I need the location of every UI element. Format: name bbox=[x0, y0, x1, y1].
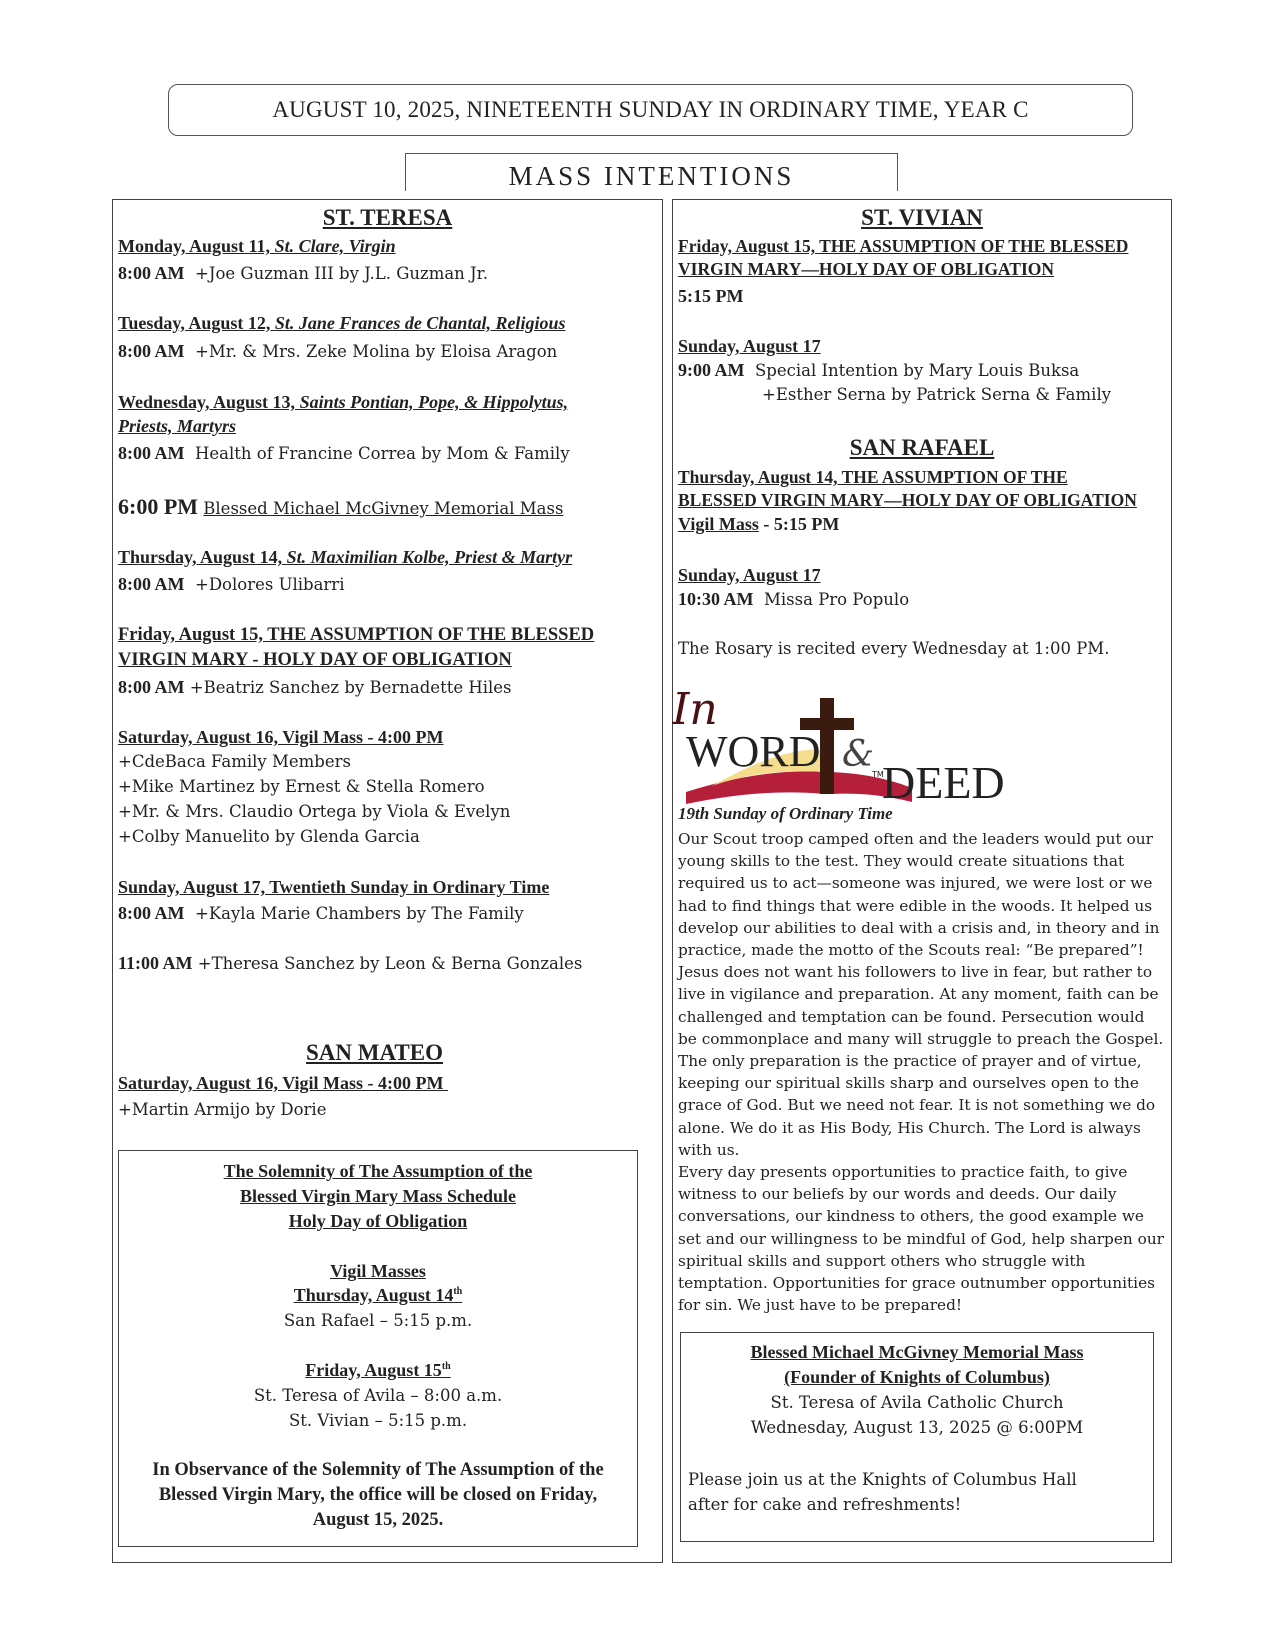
mass-time: 8:00 AM bbox=[118, 903, 185, 923]
logo-deed-text: DEED bbox=[882, 757, 1005, 806]
assumption-title-1: The Solemnity of The Assumption of the bbox=[223, 1161, 533, 1181]
friday-date-text: Friday, August 15 bbox=[305, 1360, 442, 1380]
friday-mass-2: St. Vivian – 5:15 p.m. bbox=[288, 1411, 468, 1430]
office-closed-note-1: In Observance of the Solemnity of The Assumption of the bbox=[152, 1460, 604, 1480]
vivian-sunday-entry bbox=[678, 360, 1079, 381]
wednesday-saint-cont: Priests, Martyrs bbox=[118, 416, 237, 436]
mass-time: 5:15 PM bbox=[678, 286, 744, 306]
friday-entry bbox=[118, 677, 512, 698]
san-rafael-heading: SAN RAFAEL bbox=[849, 435, 995, 460]
saturday-intention: +Colby Manuelito by Glenda Garcia bbox=[118, 827, 420, 846]
friday-heading-cont: VIRGIN MARY - HOLY DAY OF OBLIGATION bbox=[118, 650, 512, 670]
ordinal-suffix: th bbox=[441, 1361, 451, 1372]
vigil-thursday-date bbox=[118, 1285, 638, 1306]
in-word-and-deed-logo bbox=[672, 676, 1032, 806]
vivian-friday-heading: Friday, August 15, THE ASSUMPTION OF THE BLESSED bbox=[678, 236, 1129, 256]
wednesday-pm-entry bbox=[118, 494, 563, 520]
mcgivney-title-1: Blessed Michael McGivney Memorial Mass bbox=[750, 1342, 1084, 1362]
vivian-friday-entry bbox=[678, 286, 743, 307]
rafael-sunday-heading: Sunday, August 17 bbox=[678, 565, 821, 585]
friday-heading: Friday, August 15, THE ASSUMPTION OF THE BLESSED bbox=[118, 625, 595, 645]
san-mateo-saturday-heading: Saturday, August 16, Vigil Mass - 4:00 PM bbox=[118, 1073, 449, 1093]
rafael-sunday-entry bbox=[678, 589, 909, 610]
thursday-saint: St. Maximilian Kolbe, Priest & Martyr bbox=[286, 547, 573, 567]
monday-saint: St. Clare, Virgin bbox=[274, 236, 396, 256]
tuesday-saint: St. Jane Frances de Chantal, Religious bbox=[274, 313, 566, 333]
tuesday-entry bbox=[118, 341, 557, 362]
mass-time: 8:00 AM bbox=[118, 263, 185, 283]
banner-text: AUGUST 10, 2025, NINETEENTH SUNDAY IN ORDINARY TIME, YEAR C bbox=[272, 97, 1029, 122]
wednesday-saint: Saints Pontian, Pope, & Hippolytus, bbox=[299, 392, 569, 412]
saturday-intention: +Mike Martinez by Ernest & Stella Romero bbox=[118, 777, 485, 796]
mcgivney-date: Wednesday, August 13, 2025 @ 6:00PM bbox=[750, 1418, 1084, 1437]
thursday-date: Thursday, August 14 bbox=[293, 1285, 454, 1305]
assumption-title-2: Blessed Virgin Mary Mass Schedule bbox=[239, 1186, 516, 1206]
cross-vertical-icon bbox=[820, 698, 834, 794]
mass-time: 6:00 PM bbox=[118, 494, 199, 519]
assumption-title-3: Holy Day of Obligation bbox=[288, 1211, 468, 1231]
st-teresa-heading: ST. TERESA bbox=[322, 205, 453, 230]
logo-trademark: TM bbox=[872, 770, 884, 779]
bulletin-date-banner bbox=[168, 84, 1133, 136]
office-closed-note-2: Blessed Virgin Mary, the office will be closed on Friday, bbox=[158, 1485, 598, 1505]
mass-intention: +Dolores Ulibarri bbox=[195, 575, 345, 594]
friday-date bbox=[118, 1360, 638, 1381]
san-mateo-heading: SAN MATEO bbox=[306, 1040, 443, 1065]
monday-entry bbox=[118, 263, 488, 284]
wednesday-entry bbox=[118, 443, 570, 464]
reflection-paragraph: Our Scout troop camped often and the leaders would put our young skills to the test. They would create situations that required us to act—someone was injured, we were lost or we had to find things that were edible in the woods. It helped us develop our abilities to deal with a crisis and, in theory and in practice, made the motto of the Scouts real: “Be prepared”! bbox=[678, 830, 1160, 960]
thursday-entry bbox=[118, 574, 344, 595]
mass-intention: +Joe Guzman III by J.L. Guzman Jr. bbox=[195, 264, 488, 283]
mass-time: 9:00 AM bbox=[678, 360, 745, 380]
reflection-paragraph: Every day presents opportunities to practice faith, to give witness to our beliefs by our words and deeds. Our daily conversations, our kindness to others, the good example we set and our willingness to be mindful of God, help sharpen our spiritual skills and support others who struggle with temptation. Opportunities for grace outnumber opportunities for sin. We just have to be prepared! bbox=[678, 1163, 1164, 1315]
reflection-heading: 19th Sunday of Ordinary Time bbox=[678, 804, 893, 823]
mcgivney-church: St. Teresa of Avila Catholic Church bbox=[770, 1393, 1064, 1412]
vivian-sunday-heading: Sunday, August 17 bbox=[678, 336, 821, 356]
tuesday-date: Tuesday, August 12, bbox=[118, 313, 275, 333]
sunday-entry-2 bbox=[118, 953, 582, 974]
vivian-friday-heading-cont: VIRGIN MARY—HOLY DAY OF OBLIGATION bbox=[678, 259, 1055, 279]
mass-intention: Health of Francine Correa by Mom & Family bbox=[195, 444, 570, 463]
friday-mass-1: St. Teresa of Avila – 8:00 a.m. bbox=[253, 1386, 503, 1405]
mass-time: 10:30 AM bbox=[678, 589, 754, 609]
ordinal-suffix: th bbox=[453, 1286, 463, 1297]
san-mateo-intention: +Martin Armijo by Dorie bbox=[118, 1100, 327, 1119]
mass-time: 8:00 AM bbox=[118, 574, 185, 594]
rafael-thursday-heading: Thursday, August 14, THE ASSUMPTION OF THE bbox=[678, 467, 1068, 487]
vivian-sunday-intention-2: +Esther Serna by Patrick Serna & Family bbox=[762, 385, 1112, 404]
saturday-heading: Saturday, August 16, Vigil Mass - 4:00 PM bbox=[118, 727, 444, 747]
mass-intention: +Kayla Marie Chambers by The Family bbox=[195, 904, 524, 923]
mass-intention: +Beatriz Sanchez by Bernadette Hiles bbox=[189, 678, 512, 697]
logo-word-text: WORD bbox=[686, 727, 821, 776]
vigil-time: - 5:15 PM bbox=[758, 514, 840, 534]
wednesday-date: Wednesday, August 13, bbox=[118, 392, 300, 412]
office-closed-note-3: August 15, 2025. bbox=[312, 1510, 444, 1530]
vigil-label: Vigil Mass bbox=[678, 514, 759, 534]
vigil-thursday-mass: San Rafael – 5:15 p.m. bbox=[283, 1311, 473, 1330]
open-book-left-icon bbox=[686, 771, 824, 804]
rosary-note: The Rosary is recited every Wednesday at 1:00 PM. bbox=[678, 639, 1110, 658]
mass-intention: Special Intention by Mary Louis Buksa bbox=[755, 361, 1080, 380]
st-vivian-heading: ST. VIVIAN bbox=[861, 205, 983, 230]
monday-date: Monday, August 11, bbox=[118, 236, 275, 256]
mass-time: 8:00 AM bbox=[118, 443, 185, 463]
mass-time: 11:00 AM bbox=[118, 953, 193, 973]
mass-intention: Missa Pro Populo bbox=[764, 590, 910, 609]
wednesday-heading-cont bbox=[118, 416, 236, 437]
mcgivney-note: Please join us at the Knights of Columbus Hall after for cake and refreshments! bbox=[688, 1470, 1077, 1514]
section-title: MASS INTENTIONS bbox=[405, 153, 898, 191]
mcgivney-title-2: (Founder of Knights of Columbus) bbox=[784, 1367, 1050, 1387]
thursday-date: Thursday, August 14, bbox=[118, 547, 287, 567]
wednesday-heading bbox=[118, 392, 568, 413]
reflection-body bbox=[678, 828, 1168, 1316]
sunday-heading: Sunday, August 17, Twentieth Sunday in Ordinary Time bbox=[118, 877, 550, 897]
mass-time: 8:00 AM bbox=[118, 341, 185, 361]
logo-ampersand: & bbox=[842, 734, 875, 775]
mass-intention: Blessed Michael McGivney Memorial Mass bbox=[203, 499, 564, 518]
tuesday-heading bbox=[118, 313, 565, 334]
rafael-vigil-entry bbox=[678, 514, 839, 535]
mass-intention: +Theresa Sanchez by Leon & Berna Gonzales bbox=[197, 954, 583, 973]
mass-time: 8:00 AM bbox=[118, 677, 185, 697]
logo-in-text: In bbox=[672, 684, 718, 735]
mass-intention: +Mr. & Mrs. Zeke Molina by Eloisa Aragon bbox=[195, 342, 558, 361]
thursday-heading bbox=[118, 547, 572, 568]
rafael-thursday-heading-cont: BLESSED VIRGIN MARY—HOLY DAY OF OBLIGATION bbox=[678, 490, 1137, 510]
saturday-intention: +CdeBaca Family Members bbox=[118, 752, 351, 771]
vigil-masses-label: Vigil Masses bbox=[330, 1261, 426, 1281]
reflection-paragraph: Jesus does not want his followers to live in fear, but rather to live in vigilance and preparation. At any moment, faith can be challenged and temptation can be found. Persecution would be commonplace and many will struggle to preach the Gospel. The only preparation is the practice of prayer and of virtue, keeping our spiritual skills sharp and ourselves open to the grace of God. But we need not fear. It is not something we do alone. We do it as His Body, His Church. The Lord is always with us. bbox=[678, 963, 1164, 1159]
saturday-intention: +Mr. & Mrs. Claudio Ortega by Viola & Evelyn bbox=[118, 802, 511, 821]
monday-heading bbox=[118, 236, 396, 257]
sunday-entry bbox=[118, 903, 524, 924]
